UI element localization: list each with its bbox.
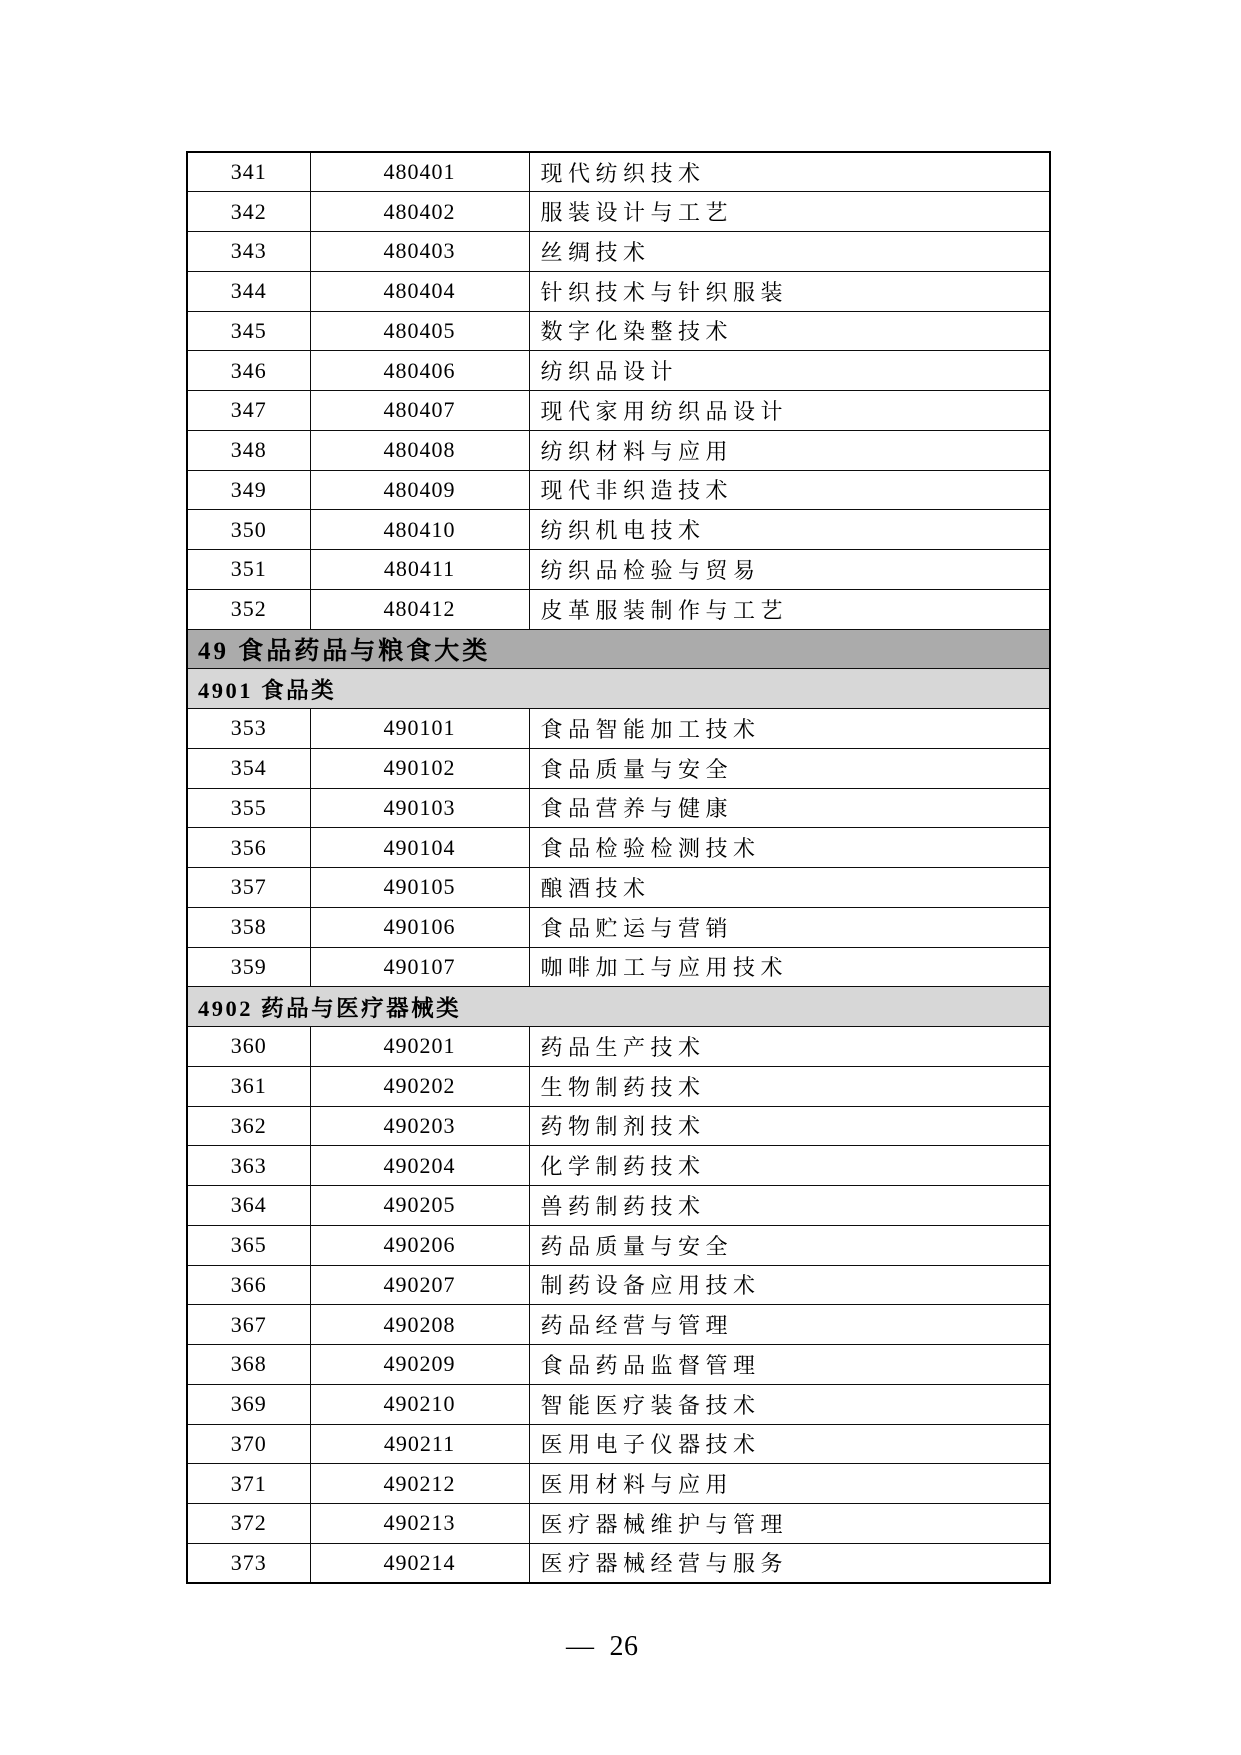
seq-cell: 348: [187, 430, 310, 470]
name-cell: 食品智能加工技术: [529, 709, 1050, 749]
name-cell: 纺织品检验与贸易: [529, 550, 1050, 590]
name-cell: 药品经营与管理: [529, 1305, 1050, 1345]
seq-cell: 354: [187, 748, 310, 788]
section-label: 4901 食品类: [187, 669, 1050, 709]
name-cell: 皮革服装制作与工艺: [529, 589, 1050, 629]
code-cell: 480401: [310, 152, 529, 192]
name-cell: 纺织机电技术: [529, 510, 1050, 550]
name-cell: 现代纺织技术: [529, 152, 1050, 192]
major-code-table: [186, 151, 1051, 1584]
name-cell: 食品质量与安全: [529, 748, 1050, 788]
seq-cell: 370: [187, 1424, 310, 1464]
table-row: [187, 1027, 1050, 1067]
name-cell: 智能医疗装备技术: [529, 1384, 1050, 1424]
code-cell: 490204: [310, 1146, 529, 1186]
code-cell: 490203: [310, 1106, 529, 1146]
table-row: [187, 748, 1050, 788]
name-cell: 医疗器械经营与服务: [529, 1543, 1050, 1583]
table-row: [187, 828, 1050, 868]
seq-cell: 345: [187, 311, 310, 351]
seq-cell: 347: [187, 391, 310, 431]
code-cell: 490104: [310, 828, 529, 868]
code-cell: 480406: [310, 351, 529, 391]
name-cell: 纺织品设计: [529, 351, 1050, 391]
category-row: [187, 629, 1050, 669]
name-cell: 食品药品监督管理: [529, 1345, 1050, 1385]
code-cell: 480407: [310, 391, 529, 431]
table-row: [187, 947, 1050, 987]
seq-cell: 373: [187, 1543, 310, 1583]
seq-cell: 360: [187, 1027, 310, 1067]
table-row: [187, 1464, 1050, 1504]
code-cell: 490103: [310, 788, 529, 828]
name-cell: 食品营养与健康: [529, 788, 1050, 828]
page-number: 26: [609, 1631, 639, 1662]
table-row: [187, 1066, 1050, 1106]
code-cell: 480404: [310, 271, 529, 311]
table-row: [187, 152, 1050, 192]
seq-cell: 367: [187, 1305, 310, 1345]
table-row: [187, 868, 1050, 908]
seq-cell: 349: [187, 470, 310, 510]
table-row: [187, 271, 1050, 311]
table-row: [187, 589, 1050, 629]
name-cell: 纺织材料与应用: [529, 430, 1050, 470]
name-cell: 丝绸技术: [529, 232, 1050, 272]
code-cell: 490211: [310, 1424, 529, 1464]
code-cell: 490107: [310, 947, 529, 987]
table-row: [187, 311, 1050, 351]
table-row: [187, 1345, 1050, 1385]
name-cell: 兽药制药技术: [529, 1186, 1050, 1226]
name-cell: 针织技术与针织服装: [529, 271, 1050, 311]
name-cell: 数字化染整技术: [529, 311, 1050, 351]
seq-cell: 351: [187, 550, 310, 590]
code-cell: 490106: [310, 907, 529, 947]
code-cell: 490206: [310, 1225, 529, 1265]
seq-cell: 341: [187, 152, 310, 192]
code-cell: 480405: [310, 311, 529, 351]
table-row: [187, 1225, 1050, 1265]
name-cell: 化学制药技术: [529, 1146, 1050, 1186]
table-row: [187, 430, 1050, 470]
name-cell: 医用电子仪器技术: [529, 1424, 1050, 1464]
table-row: [187, 391, 1050, 431]
table-row: [187, 1305, 1050, 1345]
code-cell: 480412: [310, 589, 529, 629]
seq-cell: 350: [187, 510, 310, 550]
seq-cell: 343: [187, 232, 310, 272]
code-cell: 490209: [310, 1345, 529, 1385]
code-cell: 480409: [310, 470, 529, 510]
name-cell: 食品贮运与营销: [529, 907, 1050, 947]
seq-cell: 365: [187, 1225, 310, 1265]
code-cell: 490205: [310, 1186, 529, 1226]
name-cell: 现代非织造技术: [529, 470, 1050, 510]
seq-cell: 346: [187, 351, 310, 391]
seq-cell: 352: [187, 589, 310, 629]
name-cell: 药品生产技术: [529, 1027, 1050, 1067]
seq-cell: 369: [187, 1384, 310, 1424]
page-footer: [566, 1631, 639, 1663]
seq-cell: 362: [187, 1106, 310, 1146]
name-cell: 医用材料与应用: [529, 1464, 1050, 1504]
code-cell: 490212: [310, 1464, 529, 1504]
code-cell: 480411: [310, 550, 529, 590]
subcategory-row: [187, 669, 1050, 709]
table-row: [187, 1186, 1050, 1226]
seq-cell: 342: [187, 192, 310, 232]
table-row: [187, 1106, 1050, 1146]
table-row: [187, 1265, 1050, 1305]
seq-cell: 358: [187, 907, 310, 947]
seq-cell: 361: [187, 1066, 310, 1106]
seq-cell: 364: [187, 1186, 310, 1226]
seq-cell: 359: [187, 947, 310, 987]
table-row: [187, 907, 1050, 947]
table-row: [187, 1424, 1050, 1464]
seq-cell: 363: [187, 1146, 310, 1186]
name-cell: 咖啡加工与应用技术: [529, 947, 1050, 987]
code-cell: 490102: [310, 748, 529, 788]
seq-cell: 357: [187, 868, 310, 908]
table-row: [187, 788, 1050, 828]
name-cell: 生物制药技术: [529, 1066, 1050, 1106]
major-table-body: [187, 152, 1050, 1583]
table-row: [187, 510, 1050, 550]
seq-cell: 371: [187, 1464, 310, 1504]
table-row: [187, 709, 1050, 749]
table-row: [187, 1543, 1050, 1583]
name-cell: 食品检验检测技术: [529, 828, 1050, 868]
code-cell: 490202: [310, 1066, 529, 1106]
code-cell: 490208: [310, 1305, 529, 1345]
table-row: [187, 1504, 1050, 1544]
code-cell: 490213: [310, 1504, 529, 1544]
seq-cell: 366: [187, 1265, 310, 1305]
code-cell: 490201: [310, 1027, 529, 1067]
table-row: [187, 1146, 1050, 1186]
code-cell: 480408: [310, 430, 529, 470]
table-row: [187, 1384, 1050, 1424]
seq-cell: 356: [187, 828, 310, 868]
name-cell: 酿酒技术: [529, 868, 1050, 908]
code-cell: 480410: [310, 510, 529, 550]
seq-cell: 344: [187, 271, 310, 311]
code-cell: 490207: [310, 1265, 529, 1305]
table-row: [187, 351, 1050, 391]
table-row: [187, 192, 1050, 232]
code-cell: 490105: [310, 868, 529, 908]
name-cell: 服装设计与工艺: [529, 192, 1050, 232]
section-label: 49 食品药品与粮食大类: [187, 629, 1050, 669]
seq-cell: 355: [187, 788, 310, 828]
code-cell: 490101: [310, 709, 529, 749]
table-row: [187, 550, 1050, 590]
subcategory-row: [187, 987, 1050, 1027]
seq-cell: 368: [187, 1345, 310, 1385]
table-row: [187, 470, 1050, 510]
seq-cell: 353: [187, 709, 310, 749]
code-cell: 480403: [310, 232, 529, 272]
code-cell: 490214: [310, 1543, 529, 1583]
name-cell: 医疗器械维护与管理: [529, 1504, 1050, 1544]
code-cell: 490210: [310, 1384, 529, 1424]
code-cell: 480402: [310, 192, 529, 232]
section-label: 4902 药品与医疗器械类: [187, 987, 1050, 1027]
name-cell: 药物制剂技术: [529, 1106, 1050, 1146]
footer-dash: —: [566, 1631, 595, 1662]
seq-cell: 372: [187, 1504, 310, 1544]
name-cell: 药品质量与安全: [529, 1225, 1050, 1265]
name-cell: 现代家用纺织品设计: [529, 391, 1050, 431]
table-row: [187, 232, 1050, 272]
name-cell: 制药设备应用技术: [529, 1265, 1050, 1305]
